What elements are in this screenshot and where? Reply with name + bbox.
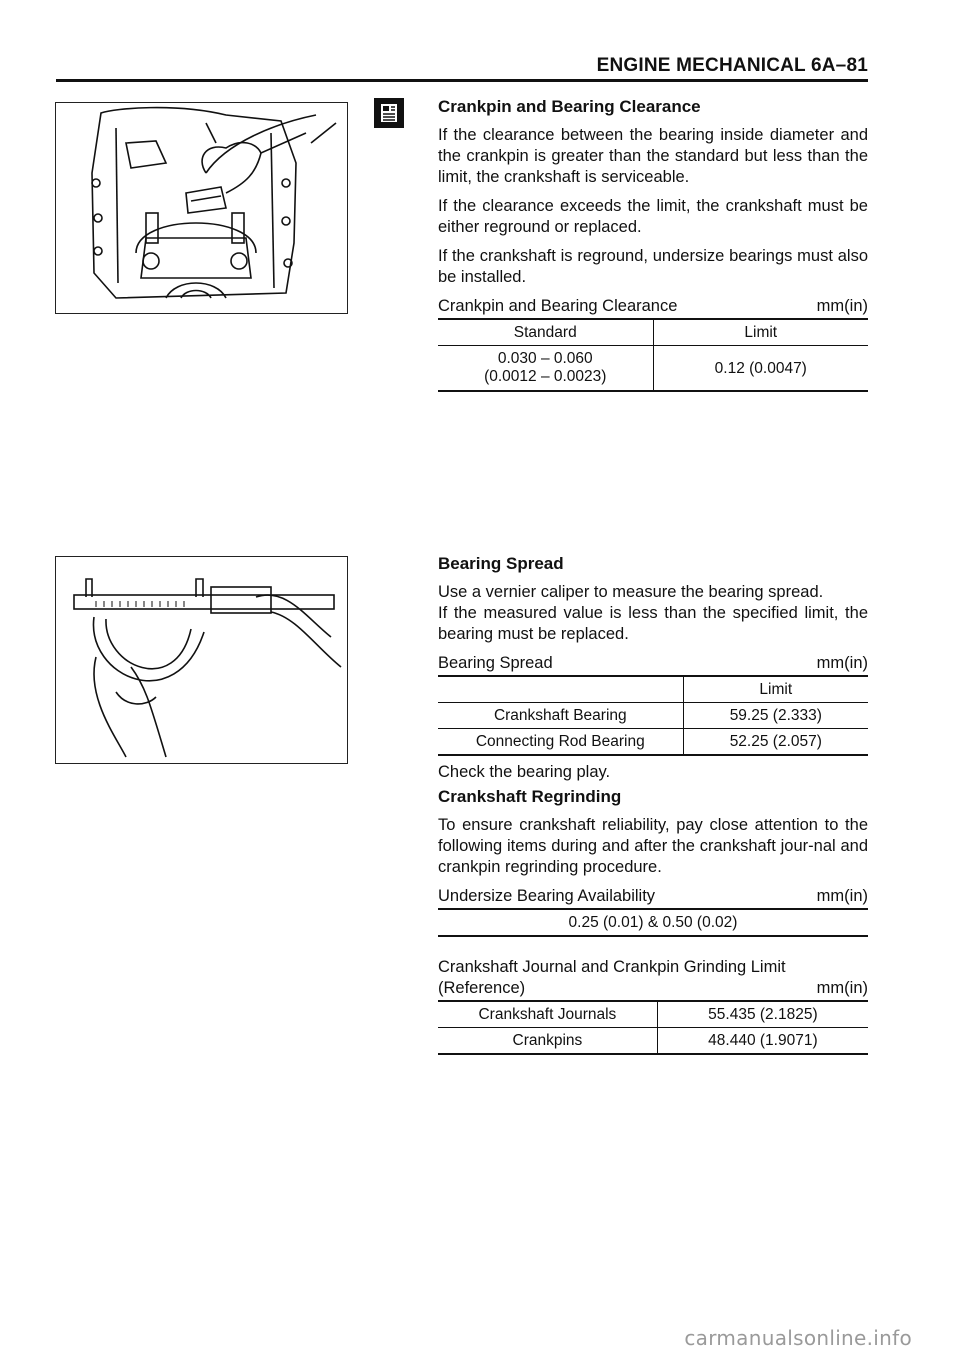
service-manual-book-icon (374, 98, 404, 128)
undersize-value: 0.25 (0.01) & 0.50 (0.02) (438, 910, 868, 936)
paragraph: If the crankshaft is reground, undersize bearings must also be installed. (438, 247, 868, 286)
grinding-limit-table (438, 1002, 868, 1055)
table-row (438, 1002, 868, 1028)
row-value: 52.25 (2.057) (683, 729, 868, 756)
note-text: Check the bearing play. (438, 763, 611, 781)
grinding-title-line2: (Reference) (438, 979, 526, 997)
grinding-title-line1: Crankshaft Journal and Crankpin Grinding Limit (438, 958, 786, 976)
limit-value-cell: 0.12 (0.0047) (653, 346, 868, 392)
row-label: Crankpins (438, 1028, 657, 1055)
table-title-row (438, 296, 868, 320)
section-bearing-spread (438, 553, 868, 783)
table-unit: mm(in) (816, 654, 868, 672)
heading-bearing-spread: Bearing Spread (438, 554, 564, 573)
bearing-spread-table (438, 677, 868, 756)
paragraph: If the clearance exceeds the limit, the crankshaft must be either reground or replaced. (438, 197, 868, 236)
header-limit: Limit (683, 677, 868, 703)
table-unit: mm(in) (816, 297, 868, 315)
paragraph: If the clearance between the bearing inside diameter and the crankpin is greater than the standard but less than the limit, the crankshaft is serviceable. (438, 126, 868, 186)
row-label: Crankshaft Bearing (438, 703, 683, 729)
standard-line2: (0.0012 – 0.0023) (484, 368, 607, 385)
table-title: Undersize Bearing Availability (438, 887, 656, 905)
standard-line1: 0.030 – 0.060 (497, 350, 593, 367)
table-unit: mm(in) (816, 887, 868, 905)
row-value: 55.435 (2.1825) (657, 1002, 868, 1028)
table-header-row (438, 677, 868, 703)
figure-bearing-spread-caliper (55, 556, 348, 764)
paragraph: To ensure crankshaft reliability, pay close attention to the following items during and after the crankshaft jour-nal and crankpin regrinding procedure. (438, 816, 868, 876)
table-row (438, 703, 868, 729)
header-rule (56, 79, 868, 82)
header-empty (438, 677, 683, 703)
table-title: Crankpin and Bearing Clearance (438, 297, 678, 315)
clearance-table (438, 320, 868, 392)
paragraph: Use a vernier caliper to measure the bearing spread. (438, 583, 824, 601)
figure-crankpin-measurement (55, 102, 348, 314)
crankpin-illustration (56, 103, 346, 312)
table-row (438, 1028, 868, 1055)
table-row (438, 346, 868, 392)
header-limit: Limit (653, 320, 868, 346)
row-label: Connecting Rod Bearing (438, 729, 683, 756)
row-value: 59.25 (2.333) (683, 703, 868, 729)
row-value: 48.440 (1.9071) (657, 1028, 868, 1055)
caliper-illustration (56, 557, 346, 762)
undersize-table (438, 910, 868, 937)
table-row (438, 729, 868, 756)
table-title: Bearing Spread (438, 654, 553, 672)
heading-crankshaft-regrinding: Crankshaft Regrinding (438, 787, 622, 806)
table-row (438, 910, 868, 936)
table-header-row (438, 320, 868, 346)
table-title-row (438, 886, 868, 910)
watermark-text: carmanualsonline.info (684, 1326, 912, 1350)
section-crankshaft-regrinding (438, 786, 868, 1055)
row-label: Crankshaft Journals (438, 1002, 657, 1028)
header-standard: Standard (438, 320, 653, 346)
table-title-row (438, 653, 868, 677)
page-header-title: ENGINE MECHANICAL 6A–81 (596, 55, 868, 76)
section-crankpin-clearance (438, 96, 868, 392)
table-unit: mm(in) (816, 979, 868, 997)
table-title-row (438, 978, 868, 1002)
standard-value-cell (438, 346, 653, 392)
heading-crankpin-clearance: Crankpin and Bearing Clearance (438, 97, 701, 116)
paragraph: If the measured value is less than the specified limit, the bearing must be replaced. (438, 604, 868, 643)
